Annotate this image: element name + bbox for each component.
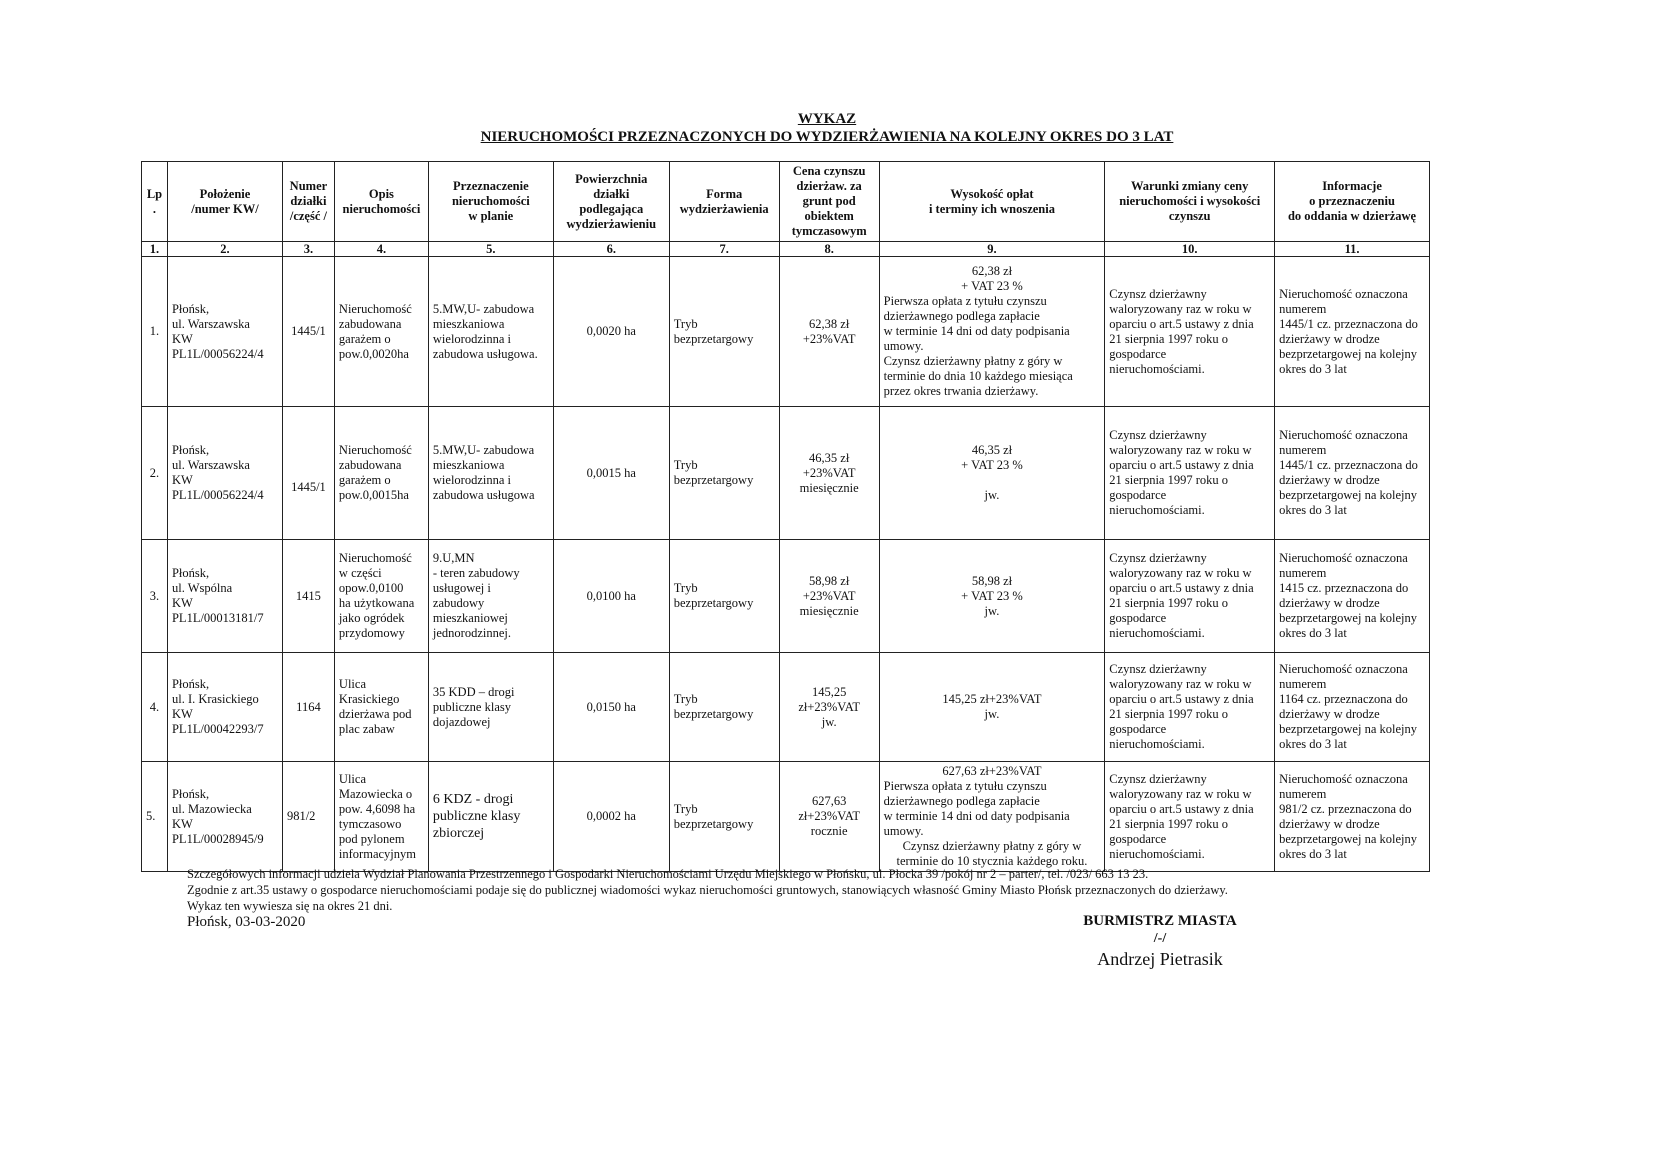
- cell-cena: 145,25 zł+23%VAT jw.: [779, 653, 879, 762]
- cell-powierzchnia: 0,0100 ha: [553, 540, 669, 653]
- cell-oplaty: 58,98 zł + VAT 23 % jw.: [879, 540, 1105, 653]
- oplaty-terms: Pierwsza opłata z tytułu czynszu dzierżawnego podlega zapłacie w terminie 14 dni od daty podpisania umowy. Czynsz dzierżawny płatny z góry w terminie do dnia 10 każdego miesiąca przez okres trwania dzierżawy.: [883, 294, 1073, 398]
- cell-oplaty: 46,35 zł + VAT 23 % jw.: [879, 407, 1105, 540]
- cell-numer: 1445/1: [282, 407, 334, 540]
- cell-cena: 627,63 zł+23%VAT rocznie: [779, 762, 879, 872]
- cell-przeznaczenie: 9.U,MN - teren zabudowy usługowej i zabudowy mieszkaniowej jednorodzinnej.: [428, 540, 553, 653]
- column-number: 2.: [167, 242, 282, 257]
- cell-warunki: Czynsz dzierżawny waloryzowany raz w roku w oparciu o art.5 ustawy z dnia 21 sierpnia 1997 roku o gospodarce nieruchomościami.: [1105, 407, 1275, 540]
- cell-lp: 4.: [142, 653, 168, 762]
- cell-polozenie: Płońsk, ul. Wspólna KW PL1L/00013181/7: [167, 540, 282, 653]
- cell-opis: Ulica Mazowiecka o pow. 4,6098 ha tymczasowo pod pylonem informacyjnym: [334, 762, 428, 872]
- cell-opis: Nieruchomość zabudowana garażem o pow.0,0020ha: [334, 257, 428, 407]
- column-number: 4.: [334, 242, 428, 257]
- cell-forma: Tryb bezprzetargowy: [669, 540, 779, 653]
- document-date: Płońsk, 03-03-2020: [187, 914, 306, 930]
- column-number: 1.: [142, 242, 168, 257]
- cell-warunki: Czynsz dzierżawny waloryzowany raz w roku w oparciu o art.5 ustawy z dnia 21 sierpnia 1997 roku o gospodarce nieruchomościami.: [1105, 540, 1275, 653]
- table-row: [142, 257, 1430, 407]
- cell-opis: Nieruchomość w części opow.0,0100 ha użytkowana jako ogródek przydomowy: [334, 540, 428, 653]
- header-row: [142, 162, 1430, 242]
- cell-opis: Nieruchomość zabudowana garażem o pow.0,0015ha: [334, 407, 428, 540]
- document-title: [0, 110, 1654, 146]
- cell-przeznaczenie: 5.MW,U- zabudowa mieszkaniowa wielorodzinna i zabudowa usługowa: [428, 407, 553, 540]
- footer-info-line: Szczegółowych informacji udziela Wydział Planowania Przestrzennego i Gospodarki Nieruchomościami Urzędu Miejskiego w Płońsku, ul. Płocka 39 /pokój nr 2 – parter/, tel. /023/ 663 13 23.: [187, 867, 1149, 881]
- cell-polozenie: Płońsk, ul. Warszawska KW PL1L/00056224/4: [167, 257, 282, 407]
- cell-przeznaczenie: 6 KDZ - drogi publiczne klasy zbiorczej: [428, 762, 553, 872]
- cell-numer: 981/2: [282, 762, 334, 872]
- header-lp: Lp .: [142, 162, 168, 242]
- header-oplaty: Wysokość opłat i terminy ich wnoszenia: [879, 162, 1105, 242]
- cell-forma: Tryb bezprzetargowy: [669, 762, 779, 872]
- oplaty-amount: 627,63 zł+23%VAT: [942, 764, 1042, 778]
- cell-numer: 1445/1: [282, 257, 334, 407]
- cell-informacje: Nieruchomość oznaczona numerem 1445/1 cz. przeznaczona do dzierżawy w drodze bezprzetargowej na kolejny okres do 3 lat: [1275, 407, 1430, 540]
- column-number: 8.: [779, 242, 879, 257]
- column-number: 5.: [428, 242, 553, 257]
- footer-legal-line: Zgodnie z art.35 ustawy o gospodarce nieruchomościami podaje się do publicznej wiadomości wykaz nieruchomości gruntowych, stanowiących własność Gminy Miasto Płońsk przeznaczonych do dzierżawy.: [187, 883, 1228, 897]
- cell-informacje: Nieruchomość oznaczona numerem 981/2 cz. przeznaczona do dzierżawy w drodze bezprzetargowej na kolejny okres do 3 lat: [1275, 762, 1430, 872]
- cell-powierzchnia: 0,0150 ha: [553, 653, 669, 762]
- cell-oplaty: [879, 257, 1105, 407]
- header-forma: Forma wydzierżawienia: [669, 162, 779, 242]
- title-line-1: WYKAZ: [797, 111, 857, 127]
- cell-lp: 2.: [142, 407, 168, 540]
- cell-cena: 46,35 zł +23%VAT miesięcznie: [779, 407, 879, 540]
- signature-block: [1060, 912, 1260, 970]
- cell-oplaty: 145,25 zł+23%VAT jw.: [879, 653, 1105, 762]
- column-number: 10.: [1105, 242, 1275, 257]
- cell-cena: 58,98 zł +23%VAT miesięcznie: [779, 540, 879, 653]
- cell-oplaty: [879, 762, 1105, 872]
- header-polozenie: Położenie /numer KW/: [167, 162, 282, 242]
- header-numer: Numer działki /część /: [282, 162, 334, 242]
- table-row: [142, 407, 1430, 540]
- cell-warunki: Czynsz dzierżawny waloryzowany raz w roku w oparciu o art.5 ustawy z dnia 21 sierpnia 1997 roku o gospodarce nieruchomościami.: [1105, 762, 1275, 872]
- table-row: [142, 762, 1430, 872]
- table-row: [142, 540, 1430, 653]
- cell-informacje: Nieruchomość oznaczona numerem 1415 cz. przeznaczona do dzierżawy w drodze bezprzetargowej na kolejny okres do 3 lat: [1275, 540, 1430, 653]
- cell-powierzchnia: 0,0020 ha: [553, 257, 669, 407]
- oplaty-amount: 62,38 zł + VAT 23 %: [961, 264, 1023, 293]
- cell-opis: Ulica Krasickiego dzierżawa pod plac zabaw: [334, 653, 428, 762]
- signatory-role: BURMISTRZ MIASTA: [1083, 913, 1237, 929]
- cell-numer: 1164: [282, 653, 334, 762]
- cell-informacje: Nieruchomość oznaczona numerem 1445/1 cz. przeznaczona do dzierżawy w drodze bezprzetargowej na kolejny okres do 3 lat: [1275, 257, 1430, 407]
- cell-przeznaczenie: 35 KDD – drogi publiczne klasy dojazdowej: [428, 653, 553, 762]
- column-number: 9.: [879, 242, 1105, 257]
- header-warunki: Warunki zmiany ceny nieruchomości i wysokości czynszu: [1105, 162, 1275, 242]
- cell-lp: 1.: [142, 257, 168, 407]
- cell-warunki: Czynsz dzierżawny waloryzowany raz w roku w oparciu o art.5 ustawy z dnia 21 sierpnia 1997 roku o gospodarce nieruchomościami.: [1105, 653, 1275, 762]
- cell-forma: Tryb bezprzetargowy: [669, 653, 779, 762]
- column-number: 3.: [282, 242, 334, 257]
- property-table: [141, 161, 1430, 872]
- header-przeznaczenie: Przeznaczenie nieruchomości w planie: [428, 162, 553, 242]
- cell-polozenie: Płońsk, ul. Warszawska KW PL1L/00056224/4: [167, 407, 282, 540]
- signatory-name: Andrzej Pietrasik: [1097, 949, 1223, 969]
- cell-powierzchnia: 0,0002 ha: [553, 762, 669, 872]
- cell-forma: Tryb bezprzetargowy: [669, 257, 779, 407]
- header-informacje: Informacje o przeznaczeniu do oddania w dzierżawę: [1275, 162, 1430, 242]
- column-number-row: [142, 242, 1430, 257]
- header-powierzchnia: Powierzchnia działki podlegająca wydzierżawieniu: [553, 162, 669, 242]
- cell-warunki: Czynsz dzierżawny waloryzowany raz w roku w oparciu o art.5 ustawy z dnia 21 sierpnia 1997 roku o gospodarce nieruchomościami.: [1105, 257, 1275, 407]
- oplaty-terms: Pierwsza opłata z tytułu czynszu dzierżawnego podlega zapłacie w terminie 14 dni od daty podpisania umowy.: [883, 779, 1070, 838]
- header-opis: Opis nieruchomości: [334, 162, 428, 242]
- cell-lp: 3.: [142, 540, 168, 653]
- table-row: [142, 653, 1430, 762]
- cell-numer: 1415: [282, 540, 334, 653]
- column-number: 11.: [1275, 242, 1430, 257]
- cell-polozenie: Płońsk, ul. I. Krasickiego KW PL1L/00042293/7: [167, 653, 282, 762]
- signature-mark: /-/: [1153, 931, 1167, 946]
- cell-lp: 5.: [142, 762, 168, 872]
- cell-informacje: Nieruchomość oznaczona numerem 1164 cz. przeznaczona do dzierżawy w drodze bezprzetargowej na kolejny okres do 3 lat: [1275, 653, 1430, 762]
- footer-period-line: Wykaz ten wywiesza się na okres 21 dni.: [187, 899, 393, 913]
- column-number: 6.: [553, 242, 669, 257]
- cell-polozenie: Płońsk, ul. Mazowiecka KW PL1L/00028945/9: [167, 762, 282, 872]
- header-cena: Cena czynszu dzierżaw. za grunt pod obiektem tymczasowym: [779, 162, 879, 242]
- cell-powierzchnia: 0,0015 ha: [553, 407, 669, 540]
- cell-forma: Tryb bezprzetargowy: [669, 407, 779, 540]
- cell-przeznaczenie: 5.MW,U- zabudowa mieszkaniowa wielorodzinna i zabudowa usługowa.: [428, 257, 553, 407]
- oplaty-deadline: Czynsz dzierżawny płatny z góry w terminie do 10 stycznia każdego roku.: [896, 839, 1088, 868]
- title-line-2: NIERUCHOMOŚCI PRZEZNACZONYCH DO WYDZIERŻAWIENIA NA KOLEJNY OKRES DO 3 LAT: [480, 129, 1174, 145]
- column-number: 7.: [669, 242, 779, 257]
- cell-cena: 62,38 zł +23%VAT: [779, 257, 879, 407]
